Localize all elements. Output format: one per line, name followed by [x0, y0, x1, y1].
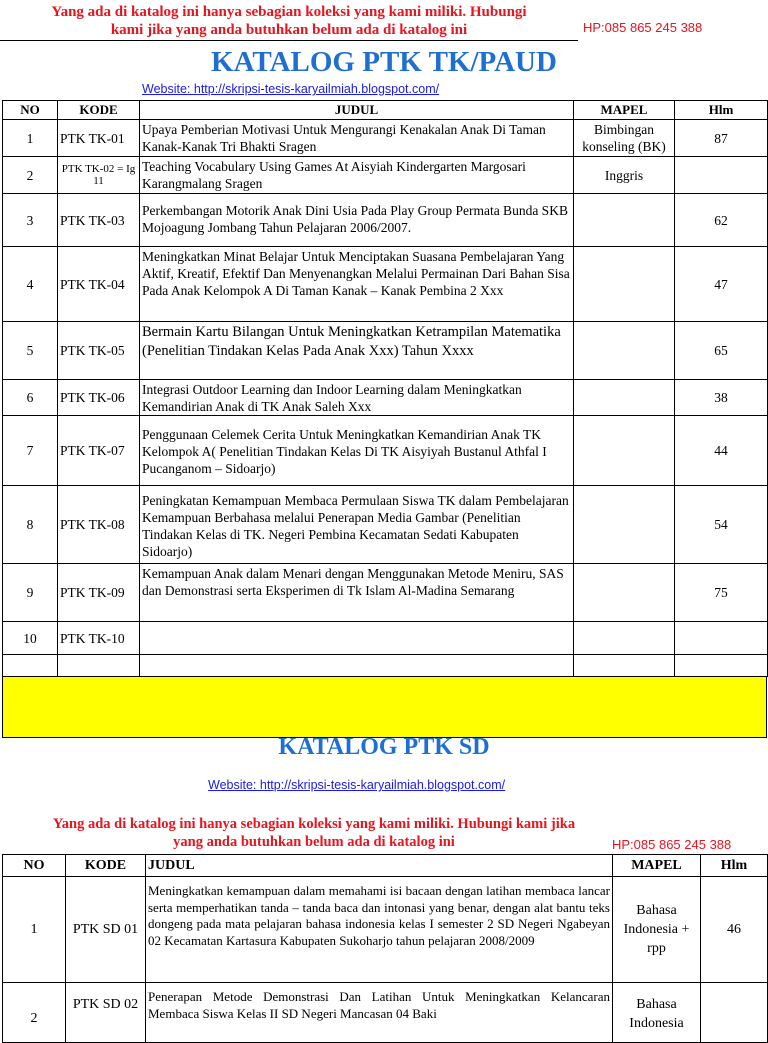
row-mapel [574, 486, 675, 564]
row-mapel [574, 247, 675, 322]
sd-header-judul: JUDUL [146, 855, 613, 877]
row-mapel: Bimbingan konseling (BK) [574, 120, 675, 157]
top-note-line1: Yang ada di katalog ini hanya sebagian koleksi yang kami miliki. Hubungi [51, 4, 527, 20]
table-row [3, 120, 768, 157]
row-kode: PTK TK-07 [58, 416, 140, 486]
row-judul: Perkembangan Motorik Anak Dini Usia Pada Play Group Permata Bunda SKB Mojoagung Jombang Tahun Pelajaran 2006/2007. [140, 194, 574, 247]
row-judul: Penggunaan Celemek Cerita Untuk Meningkatkan Kemandirian Anak TK Kelompok A( Penelitian Tindakan Kelas Di TK Aisyiyah Bustanul Athfal I Pucanganom – Sidoarjo) [140, 416, 574, 486]
row-no: 7 [3, 416, 58, 486]
row-no: 6 [3, 380, 58, 416]
top-note [0, 3, 578, 39]
row-no: 1 [3, 877, 66, 983]
row-kode: PTK SD 01 [66, 877, 146, 983]
sd-header-kode: KODE [66, 855, 146, 877]
row-mapel [574, 564, 675, 622]
row-no: 9 [3, 564, 58, 622]
row-kode: PTK TK-03 [58, 194, 140, 247]
row-hlm: 65 [675, 322, 768, 380]
row-no: 8 [3, 486, 58, 564]
sd-header-no: NO [3, 855, 66, 877]
row-mapel [574, 416, 675, 486]
row-mapel [574, 194, 675, 247]
row-no: 3 [3, 194, 58, 247]
tk-header-kode: KODE [58, 101, 140, 120]
table-row [3, 247, 768, 322]
sd-website-link[interactable]: Website: http://skripsi-tesis-karyailmiah.blogspot.com/ [208, 778, 506, 792]
row-judul: Kemampuan Anak dalam Menari dengan Menggunakan Metode Meniru, SAS dan Demonstrasi serta Eksperimen di Tk Islam Al-Madina Semarang [140, 564, 574, 622]
sd-title: KATALOG PTK SD [278, 734, 490, 760]
row-hlm: 54 [675, 486, 768, 564]
row-mapel [574, 322, 675, 380]
row-judul: Upaya Pemberian Motivasi Untuk Mengurangi Kenakalan Anak Di Taman Kanak-Kanak Tri Bhakti Sragen [140, 120, 574, 157]
row-hlm: 44 [675, 416, 768, 486]
empty-cell [574, 655, 675, 677]
row-no: 5 [3, 322, 58, 380]
row-no: 1 [3, 120, 58, 157]
sd-note-line1: Yang ada di katalog ini hanya sebagian koleksi yang kami miliki. Hubungi kami jika [52, 816, 576, 832]
row-mapel: Bahasa Indonesia [613, 983, 701, 1043]
row-mapel [574, 380, 675, 416]
sd-header-hlm: Hlm [701, 855, 768, 877]
top-hp: HP:085 865 245 388 [583, 20, 703, 35]
row-mapel [574, 622, 675, 655]
table-row [3, 157, 768, 194]
row-kode: PTK TK-05 [58, 322, 140, 380]
sd-note [0, 815, 628, 851]
row-no: 2 [3, 983, 66, 1043]
top-note-underline [0, 40, 578, 41]
sd-header-row [3, 855, 768, 877]
table-row [3, 416, 768, 486]
tk-header-no: NO [3, 101, 58, 120]
row-no: 4 [3, 247, 58, 322]
tk-header-row [3, 101, 768, 120]
sd-header-mapel: MAPEL [613, 855, 701, 877]
row-hlm [675, 157, 768, 194]
row-judul: Integrasi Outdoor Learning dan Indoor Learning dalam Meningkatkan Kemandirian Anak di TK Anak Saleh Xxx [140, 380, 574, 416]
row-judul: Penerapan Metode Demonstrasi Dan Latihan Untuk Meningkatkan Kelancaran Membaca Siswa Kelas II SD Negeri Mancasan 04 Baki [146, 983, 613, 1043]
row-hlm: 46 [701, 877, 768, 983]
row-hlm: 87 [675, 120, 768, 157]
row-no: 2 [3, 157, 58, 194]
table-row [3, 380, 768, 416]
top-note-line2: kami jika yang anda butuhkan belum ada di katalog ini [110, 22, 468, 38]
row-judul: Meningkatkan kemampuan dalam memahami isi bacaan dengan latihan membaca lancar serta memperhatikan tanda – tanda baca dan intonasi yang benar, dengan alat bantu teks dongeng pada mata pelajaran bahasa indonesia kelas I semester 2 SD Negeri Ngabeyan 02 Kecamatan Kartasura Kabupaten Sukoharjo tahun pelajaran 2008/2009 [146, 877, 613, 983]
row-hlm: 62 [675, 194, 768, 247]
row-hlm: 47 [675, 247, 768, 322]
row-mapel: Bahasa Indonesia + rpp [613, 877, 701, 983]
sd-hp: HP:085 865 245 388 [612, 837, 732, 852]
table-row [3, 194, 768, 247]
row-kode: PTK TK-10 [58, 622, 140, 655]
row-hlm [675, 622, 768, 655]
table-row-empty [3, 655, 768, 677]
table-row [3, 486, 768, 564]
tk-header-judul: JUDUL [140, 101, 574, 120]
sd-note-line2: yang anda butuhkan belum ada di katalog ini [173, 834, 455, 850]
empty-cell [3, 655, 58, 677]
tk-title: KATALOG PTK TK/PAUD [211, 46, 557, 78]
row-judul: Teaching Vocabulary Using Games At Aisyiah Kindergarten Margosari Karangmalang Sragen [140, 157, 574, 194]
row-kode: PTK TK-08 [58, 486, 140, 564]
row-judul: Bermain Kartu Bilangan Untuk Meningkatkan Ketrampilan Matematika (Penelitian Tindakan Kelas Pada Anak Xxx) Tahun Xxxx [140, 322, 574, 380]
row-kode: PTK SD 02 [66, 983, 146, 1043]
row-kode: PTK TK-09 [58, 564, 140, 622]
tk-catalog-table [2, 100, 768, 677]
table-row [3, 322, 768, 380]
row-mapel: Inggris [574, 157, 675, 194]
table-row [3, 877, 768, 983]
row-kode: PTK TK-01 [58, 120, 140, 157]
tk-header-mapel: MAPEL [574, 101, 675, 120]
table-row [3, 983, 768, 1043]
yellow-separator-band [2, 676, 767, 738]
row-judul: Peningkatan Kemampuan Membaca Permulaan Siswa TK dalam Pembelajaran Kemampuan Berbahasa melalui Penerapan Media Gambar (Penelitian Tindakan Kelas di TK. Negeri Pembina Kecamatan Sedati Kabupaten Sidoarjo) [140, 486, 574, 564]
sd-catalog-table [2, 854, 768, 1043]
row-no: 10 [3, 622, 58, 655]
empty-cell [140, 655, 574, 677]
row-hlm: 38 [675, 380, 768, 416]
tk-header-hlm: Hlm [675, 101, 768, 120]
row-hlm [701, 983, 768, 1043]
row-hlm: 75 [675, 564, 768, 622]
row-judul: Meningkatkan Minat Belajar Untuk Menciptakan Suasana Pembelajaran Yang Aktif, Kreatif, Efektif Dan Menyenangkan Melalui Permainan Dari Bahan Sisa Pada Anak Kelompok A Di Taman Kanak – Kanak Pembina 2 Xxx [140, 247, 574, 322]
empty-cell [675, 655, 768, 677]
table-row [3, 564, 768, 622]
row-kode: PTK TK-02 = Ig 11 [58, 157, 140, 194]
row-judul [140, 622, 574, 655]
tk-website-link[interactable]: Website: http://skripsi-tesis-karyailmiah.blogspot.com/ [142, 82, 440, 96]
empty-cell [58, 655, 140, 677]
row-kode: PTK TK-04 [58, 247, 140, 322]
table-row [3, 622, 768, 655]
row-kode: PTK TK-06 [58, 380, 140, 416]
